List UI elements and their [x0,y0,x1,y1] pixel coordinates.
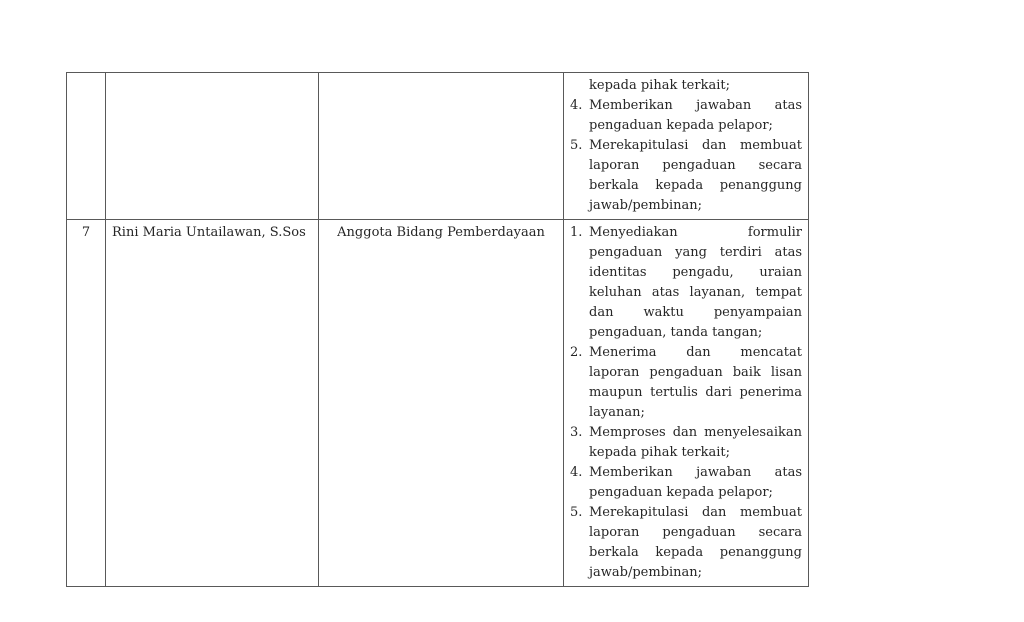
task-item [570,423,802,463]
task-text: Memproses dan menyelesaikan kepada pihak terkait; [589,425,802,460]
cell-position [319,73,564,220]
cell-name [106,73,319,220]
task-text: Merekapitulasi dan membuat laporan pengaduan secara berkala kepada penanggung jawab/pembinan; [589,505,802,580]
task-number: 4. [570,98,583,113]
task-number: 2. [570,345,583,360]
task-text: Memberikan jawaban atas pengaduan kepada pelapor; [589,465,802,500]
cell-name: Rini Maria Untailawan, S.Sos [106,220,319,587]
task-text: Menerima dan mencatat laporan pengaduan baik lisan maupun tertulis dari penerima layanan; [589,345,802,420]
task-number: 3. [570,425,583,440]
cell-number: 7 [67,220,106,587]
duty-table [66,72,809,587]
task-item [570,503,802,583]
task-item [570,223,802,343]
task-text: Menyediakan formulir pengaduan yang terdiri atas identitas pengadu, uraian keluhan atas layanan, tempat dan waktu penyampaian pengaduan, tanda tangan; [589,225,802,340]
cell-tasks [564,73,809,220]
task-item [570,136,802,216]
task-text: Memberikan jawaban atas pengaduan kepada pelapor; [589,98,802,133]
task-text: kepada pihak terkait; [589,78,730,93]
cell-tasks [564,220,809,587]
task-number: 5. [570,138,583,153]
task-number: 1. [570,225,583,240]
task-item [570,343,802,423]
task-item [570,76,802,96]
cell-number [67,73,106,220]
duty-table-body [67,73,809,587]
table-row [67,73,809,220]
task-item [570,96,802,136]
task-item [570,463,802,503]
task-number: 4. [570,465,583,480]
task-text: Merekapitulasi dan membuat laporan pengaduan secara berkala kepada penanggung jawab/pembinan; [589,138,802,213]
table-row [67,220,809,587]
cell-position: Anggota Bidang Pemberdayaan [319,220,564,587]
task-number: 5. [570,505,583,520]
